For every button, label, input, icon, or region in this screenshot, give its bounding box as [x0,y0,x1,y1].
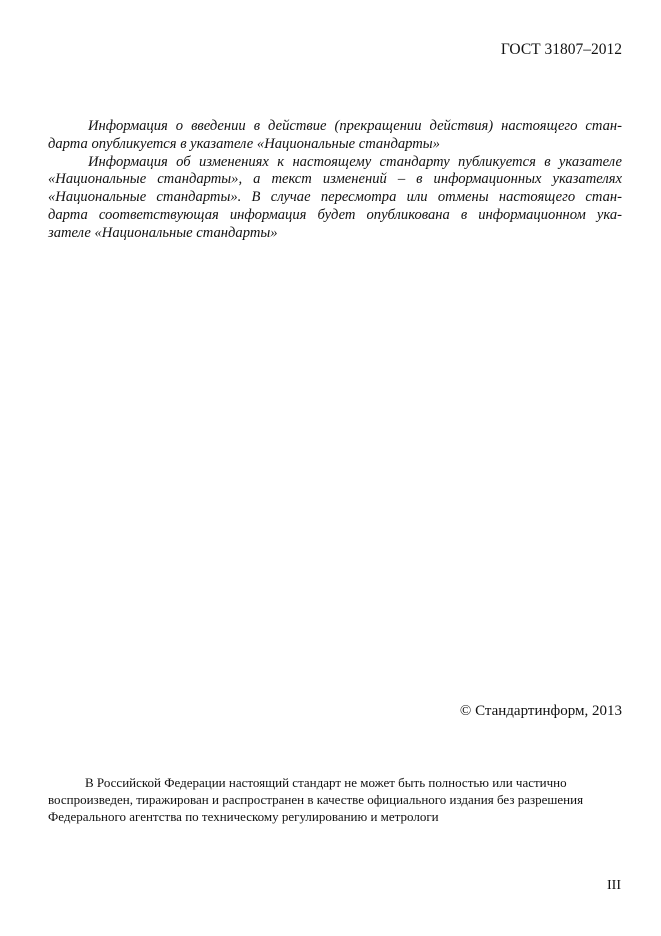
text-line: Федерального агентства по техническому регулированию и метрологи [48,809,439,824]
text-line: Информация об изменениях к настоящему стандарту публикуется в указателе [88,153,622,170]
text-line: «Национальные стандарты». В случае пересмотра или отмены настоящего стан- [48,189,622,206]
text-line: зателе «Национальные стандарты» [48,224,278,241]
text-line: Информация о введении в действие (прекращении действия) настоящего стан- [88,118,622,134]
text-line: дарта соответствующая информация будет опубликована в информационном ука- [48,206,622,223]
text-line: В Российской Федерации настоящий стандарт не может быть полностью или частично [85,775,567,790]
text-line: дарта опубликуется в указателе «Национальные стандарты» [48,135,440,152]
reproduction-notice [48,774,583,825]
publication-info [48,118,622,243]
page-number: III [607,878,621,893]
copyright: © Стандартинформ, 2013 [459,703,622,719]
text-line: «Национальные стандарты», а текст изменений – в информационных указателях [48,171,622,188]
document-id: ГОСТ 31807–2012 [500,41,622,58]
text-line: воспроизведен, тиражирован и распространен в качестве официального издания без разрешения [48,792,584,807]
